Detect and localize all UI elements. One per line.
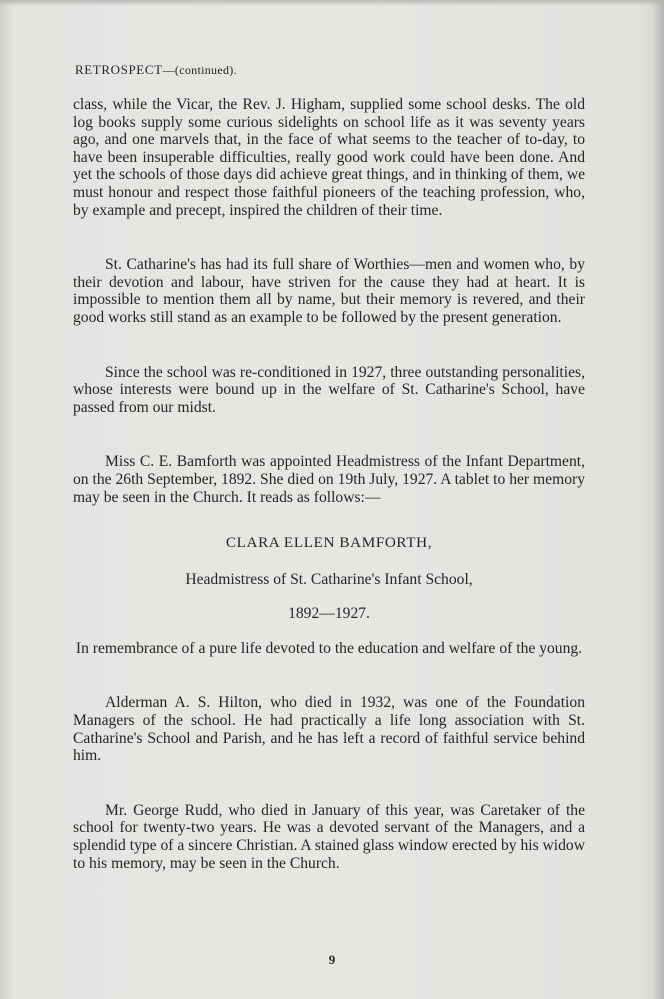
page-top-shadow <box>0 0 664 6</box>
paragraph-rudd: Mr. George Rudd, who died in January of this year, was Caretaker of the school for twenty-two years. He was a devoted servant of the Managers, and a splendid type of a sincere Christian. A stained glass window erected by his widow to his memory, may be seen in the Church. <box>73 801 585 872</box>
paragraph-hilton: Alderman A. S. Hilton, who died in 1932, was one of the Foundation Managers of the school. He had practically a life long association with St. Catharine's School and Parish, and he has left a record of faithful service behind him. <box>73 694 585 765</box>
page-right-shadow <box>654 0 664 999</box>
paragraph-worthies: St. Catharine's has had its full share of Worthies—men and women who, by their devotion and labour, have striven for the cause they had at heart. It is impossible to mention them all by name, but their memory is revered, and their good works still stand as an example to be followed by the present generation. <box>73 256 585 326</box>
tablet-role: Headmistress of St. Catharine's Infant School, <box>185 570 473 588</box>
page-body <box>73 96 585 872</box>
paragraph-bamforth: Miss C. E. Bamforth was appointed Headmistress of the Infant Department, on the 26th September, 1892. She died on 19th July, 1927. A tablet to her memory may be seen in the Church. It reads as follows:— <box>73 453 585 506</box>
header-subtitle: —(continued). <box>162 63 237 77</box>
paragraph-reconditioned: Since the school was re-conditioned in 1927, three outstanding personalities, whose interests were bound up in the welfare of St. Catharine's School, have passed from our midst. <box>73 363 585 416</box>
tablet-name: CLARA ELLEN BAMFORTH, <box>225 534 433 552</box>
tablet-inscription: In remembrance of a pure life devoted to the education and welfare of the young. <box>75 639 583 657</box>
running-header <box>75 62 237 78</box>
header-title: RETROSPECT <box>75 62 163 77</box>
paragraph-school-history: class, while the Vicar, the Rev. J. Higham, supplied some school desks. The old log books supply some curious sidelights on school life as it was seventy years ago, and one marvels that, in the face of what seems to the teacher of to-day, to have been insuperable difficulties, really good work could have been done. And yet the schools of those days did achieve great things, and in thinking of them, we must honour and respect those faithful pioneers of the teaching profession, who, by example and precept, inspired the children of their time. <box>73 96 585 219</box>
page-number: 9 <box>328 952 336 967</box>
tablet-years: 1892—1927. <box>288 605 370 623</box>
